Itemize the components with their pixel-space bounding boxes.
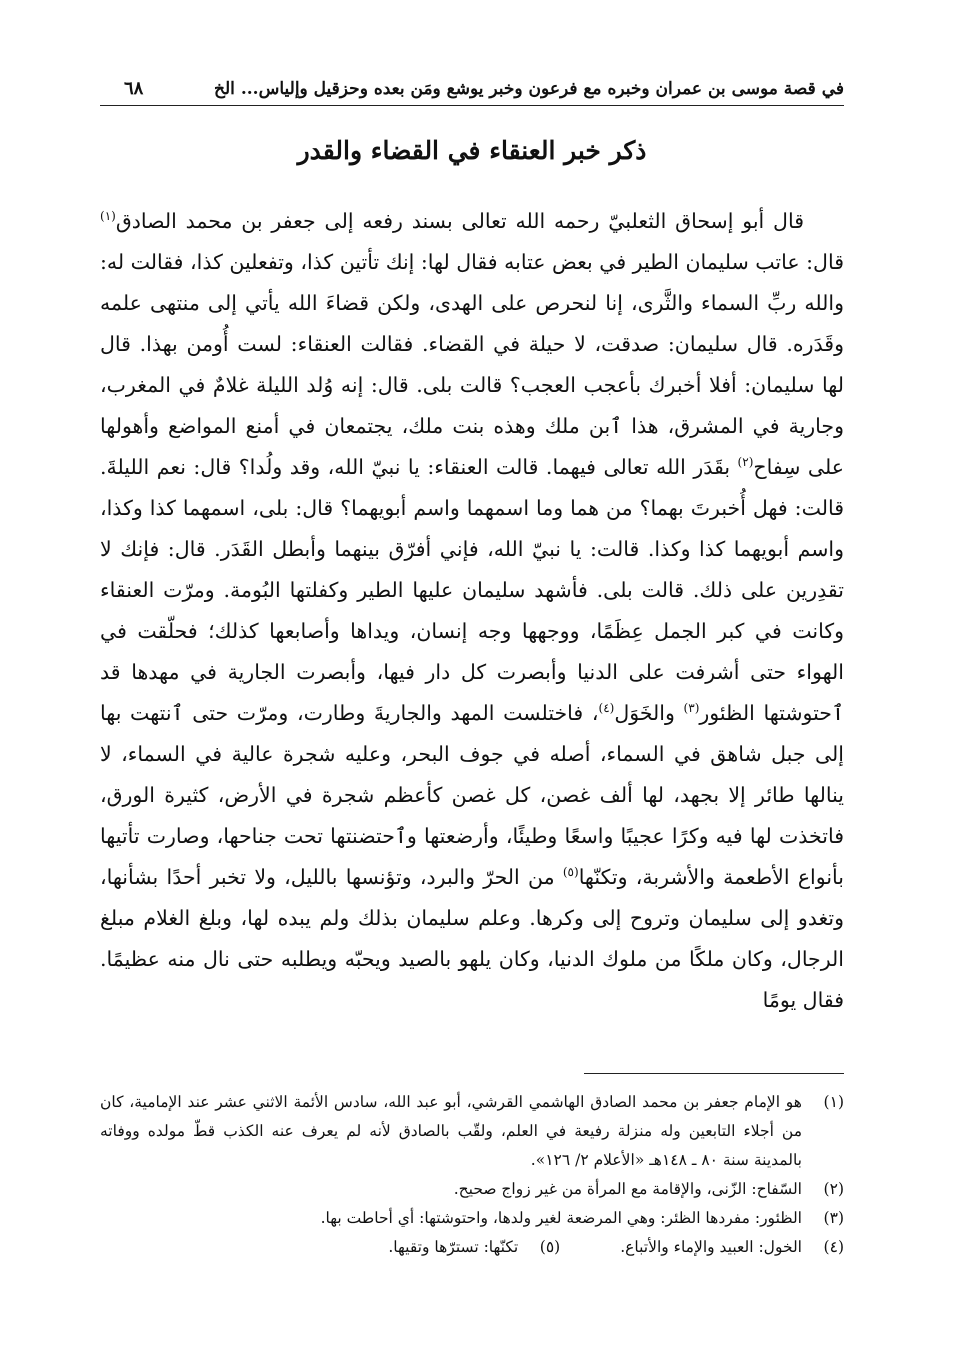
footnote-ref-3: (٣) (683, 701, 700, 716)
body-text-segment: قال أبو إسحاق الثعلبيّ رحمه الله تعالى بسند رفعه إلى جعفر بن محمد الصادق (115, 209, 804, 233)
body-paragraph (100, 201, 844, 1021)
chapter-title: ذكر خبر العنقاء في القضاء والقدر (297, 136, 647, 165)
footnote-5 (388, 1233, 560, 1262)
body-text-segment: بقَدَر الله تعالى فيهما. قالت العنقاء: يا نبيّ الله، وقد ولُدا؟ قال: نعم الليلةَ. قالت: فهل أُخبرتَ بهما؟ من هما وما اسمهما واسم أبويهما؟ قال: بلى، اسمهما كذا وكذا، واسم أبويهما كذا وكذا. قالت: يا نبيّ الله، فإني أفرّق بينهما وأبطل القَدَر. قال: فإنك لا تقدِرين على ذلك. قالت بلى. فأشهد سليمان عليها الطير وكفلتها البُومة. ومرّت العنقاء وكانت في كبر الجمل عِظَمًا، ووجهها وجه إنسان، ويداها وأصابعها كذلك؛ فحلّقت في الهواء حتى أشرفت على الدنيا وأبصرت كل دار فيها، وأبصرت الجارية في مهدها قد ٱحتوشتها الظئور (100, 455, 844, 725)
footnote-number: (٣) (823, 1209, 844, 1227)
footnote-number: (٤) (823, 1238, 844, 1256)
body-text (100, 201, 844, 1021)
footnote-3 (100, 1204, 844, 1233)
footnote-ref-1: (١) (100, 209, 116, 224)
footnote-text: السّفاح: الزّنى، والإقامة مع المرأة من غير زواج صحيح. (453, 1180, 802, 1198)
footnote-number: (١) (823, 1093, 844, 1111)
page-header (100, 78, 844, 106)
body-text-segment: من الحرّ والبرد، وتؤنسها بالليل، ولا تخبر أحدًا بشأنها، وتغدو إلى سليمان وتروح إلى وكرها. وعلم سليمان بذلك ولم يبده لها، وبلغ الغلام مبلغ الرجال، وكان ملكًا من ملوك الدنيا، وكان يلهو بالصيد ويحبّه ويطلبه حتى نال منه عظيمًا. فقال يومًا (100, 865, 844, 1012)
footnotes (100, 1088, 844, 1262)
footnote-ref-4: (٤) (598, 701, 615, 716)
running-title: في قصة موسى بن عمران وخبره مع فرعون وخبر يوشع ومَن بعده وحزقيل وإلياس... الخ (214, 79, 844, 99)
footnote-ref-5: (٥) (562, 865, 579, 880)
body-text-segment: قال: عاتب سليمان الطير في بعض عتابه فقال لها: إنك تأتين كذا، وتفعلين كذا، فقالت له: والله ربِّ السماء والثَّرى، إنا لنحرص على الهدى، ولكن قضاءَ الله يأتي إلى منتهى علمه وقَدَره. قال سليمان: صدقت، لا حيلة في القضاء. فقالت العنقاء: لست أُومن بهذا. قال لها سليمان: أفلا أخبرك بأعجب العجب؟ قالت بلى. قال: إنه وُلد الليلة غلامٌ في المغرب، وجارية في المشرق، هذا ٱبن ملك وهذه بنت ملك، يجتمعان في أمنع المواضع وأهولها على سِفاح (100, 250, 844, 479)
footnote-number: (٥) (539, 1238, 561, 1256)
footnote-text: الخول: العبيد والإماء والأتباع. (620, 1238, 802, 1256)
footnote-ref-2: (٢) (737, 455, 754, 470)
footnote-text: الظئور: مفردها الظئر: وهي المرضعة لغير ولدها، واحتوشتها: أي أحاطت بها. (320, 1209, 802, 1227)
footnote-row-4-5 (100, 1233, 844, 1262)
footnote-separator-wrap (100, 1043, 844, 1074)
footnote-1 (100, 1088, 844, 1175)
footnote-text: تكنّها: تسترّها وتقيها. (388, 1238, 519, 1256)
document-page (100, 78, 844, 1333)
body-text-segment: والخَوَل (614, 701, 684, 725)
page-number: ٦٨ (124, 78, 144, 99)
footnote-2 (100, 1175, 844, 1204)
footnote-number: (٢) (823, 1180, 844, 1198)
footnote-text: هو الإمام جعفر بن محمد الصادق الهاشمي القرشي، أبو عبد الله، سادس الأئمة الاثني عشر عند الإمامية، كان من أجلاء التابعين وله منزلة رفيعة في العلم، ولقّب بالصادق لأنه لم يعرف عنه الكذب قطّ مولده ووفاته بالمدينة سنة ٨٠ ـ ١٤٨هـ «الأعلام ٢/ ١٢٦». (100, 1093, 802, 1169)
footnote-4 (620, 1233, 844, 1262)
body-text-segment: ، فاختلست المهد والجاريةَ وطارت، ومرّت حتى ٱنتهت بها إلى جبل شاهق في السماء، أصله في جوف البحر، وعليه شجرة عالية في السماء، لا ينالها طائر إلا بجهد، لها ألف غصن، كل غصن كأعظم شجرة في الأرض، كثيرة الورق، فاتخذت لها فيه وكرًا عجيبًا واسعًا وطيئًا، وأرضعتها وٱحتضنتها تحت جناحها، وصارت تأتيها بأنواع الأطعمة والأشربة، وتكنّها (100, 701, 844, 889)
footnote-separator (584, 1073, 844, 1074)
